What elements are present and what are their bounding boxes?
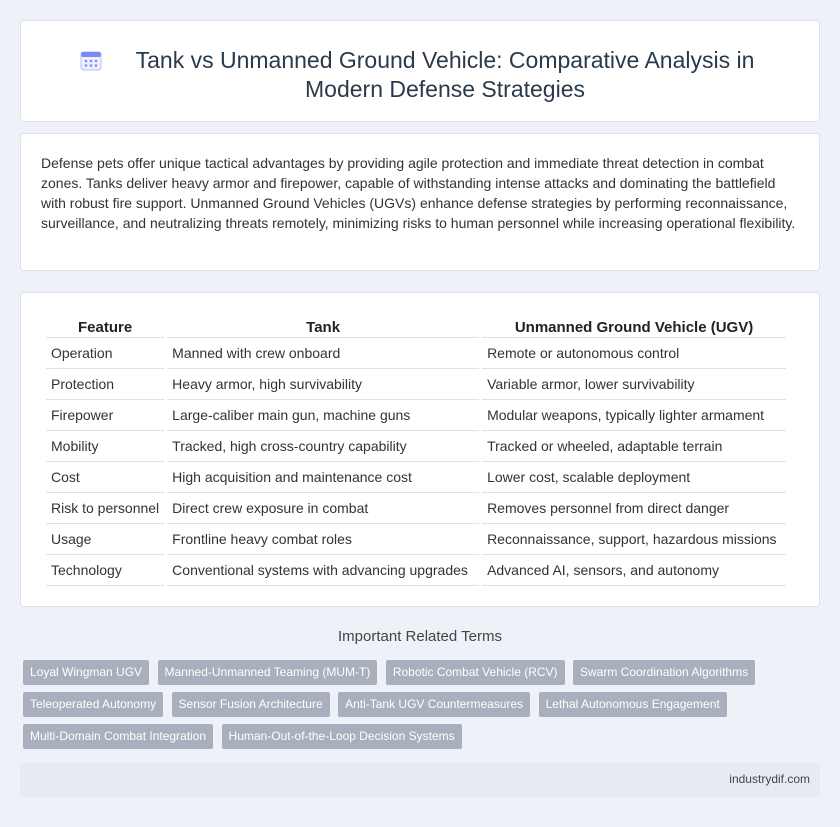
related-term-tag[interactable]: Multi-Domain Combat Integration: [23, 724, 213, 749]
column-header-ugv: Unmanned Ground Vehicle (UGV): [482, 316, 786, 338]
comparison-table: [43, 316, 789, 586]
related-term-tag[interactable]: Lethal Autonomous Engagement: [539, 692, 727, 717]
table-cell: Mobility: [46, 431, 164, 462]
related-term-tag[interactable]: Robotic Combat Vehicle (RCV): [386, 660, 565, 685]
table-cell: Manned with crew onboard: [167, 338, 479, 369]
related-term-tag[interactable]: Swarm Coordination Algorithms: [573, 660, 755, 685]
related-term-tag[interactable]: Teleoperated Autonomy: [23, 692, 163, 717]
table-cell: Operation: [46, 338, 164, 369]
intro-paragraph: Defense pets offer unique tactical advantages by providing agile protection and immediate threat detection in combat zones. Tanks deliver heavy armor and firepower, capable of withstanding intense attacks and dominating the battlefield with robust fire support. Unmanned Ground Vehicles (UGVs) enhance defense strategies by performing reconnaissance, surveillance, and neutralizing threats remotely, minimizing risks to human personnel while increasing operational flexibility.: [41, 155, 796, 231]
table-row: [46, 369, 786, 400]
title-card: [20, 20, 820, 122]
table-row: [46, 524, 786, 555]
column-header-tank: Tank: [167, 316, 479, 338]
table-row: [46, 400, 786, 431]
table-cell: Advanced AI, sensors, and autonomy: [482, 555, 786, 586]
calendar-icon: [80, 49, 102, 71]
table-row: [46, 493, 786, 524]
table-cell: Risk to personnel: [46, 493, 164, 524]
table-cell: Large-caliber main gun, machine guns: [167, 400, 479, 431]
table-cell: Lower cost, scalable deployment: [482, 462, 786, 493]
table-row: [46, 431, 786, 462]
table-cell: Direct crew exposure in combat: [167, 493, 479, 524]
footer: [20, 763, 820, 797]
table-cell: Remote or autonomous control: [482, 338, 786, 369]
table-cell: Removes personnel from direct danger: [482, 493, 786, 524]
related-term-tag[interactable]: Manned-Unmanned Teaming (MUM-T): [158, 660, 378, 685]
table-cell: Tracked or wheeled, adaptable terrain: [482, 431, 786, 462]
table-cell: Usage: [46, 524, 164, 555]
related-term-tag[interactable]: Loyal Wingman UGV: [23, 660, 149, 685]
related-term-tag[interactable]: Sensor Fusion Architecture: [172, 692, 330, 717]
table-cell: Modular weapons, typically lighter armament: [482, 400, 786, 431]
page-title: Tank vs Unmanned Ground Vehicle: Comparative Analysis in Modern Defense Strategies: [135, 47, 755, 102]
table-row: [46, 555, 786, 586]
comparison-table-card: [20, 292, 820, 607]
table-row: [46, 338, 786, 369]
footer-site-link[interactable]: industrydif.com: [729, 772, 810, 786]
related-terms-heading: Important Related Terms: [338, 628, 502, 645]
table-header-row: [46, 316, 786, 338]
related-term-tag[interactable]: Human-Out-of-the-Loop Decision Systems: [222, 724, 462, 749]
table-row: [46, 462, 786, 493]
table-cell: High acquisition and maintenance cost: [167, 462, 479, 493]
table-cell: Protection: [46, 369, 164, 400]
table-cell: Cost: [46, 462, 164, 493]
table-cell: Technology: [46, 555, 164, 586]
intro-card: [20, 133, 820, 271]
table-cell: Variable armor, lower survivability: [482, 369, 786, 400]
table-cell: Tracked, high cross-country capability: [167, 431, 479, 462]
title-wrap: [21, 46, 819, 104]
related-term-tag[interactable]: Anti-Tank UGV Countermeasures: [338, 692, 530, 717]
table-cell: Firepower: [46, 400, 164, 431]
table-cell: Conventional systems with advancing upgrades: [167, 555, 479, 586]
table-cell: Reconnaissance, support, hazardous missions: [482, 524, 786, 555]
table-cell: Frontline heavy combat roles: [167, 524, 479, 555]
column-header-feature: Feature: [46, 316, 164, 338]
related-terms-list: [23, 660, 813, 756]
table-cell: Heavy armor, high survivability: [167, 369, 479, 400]
